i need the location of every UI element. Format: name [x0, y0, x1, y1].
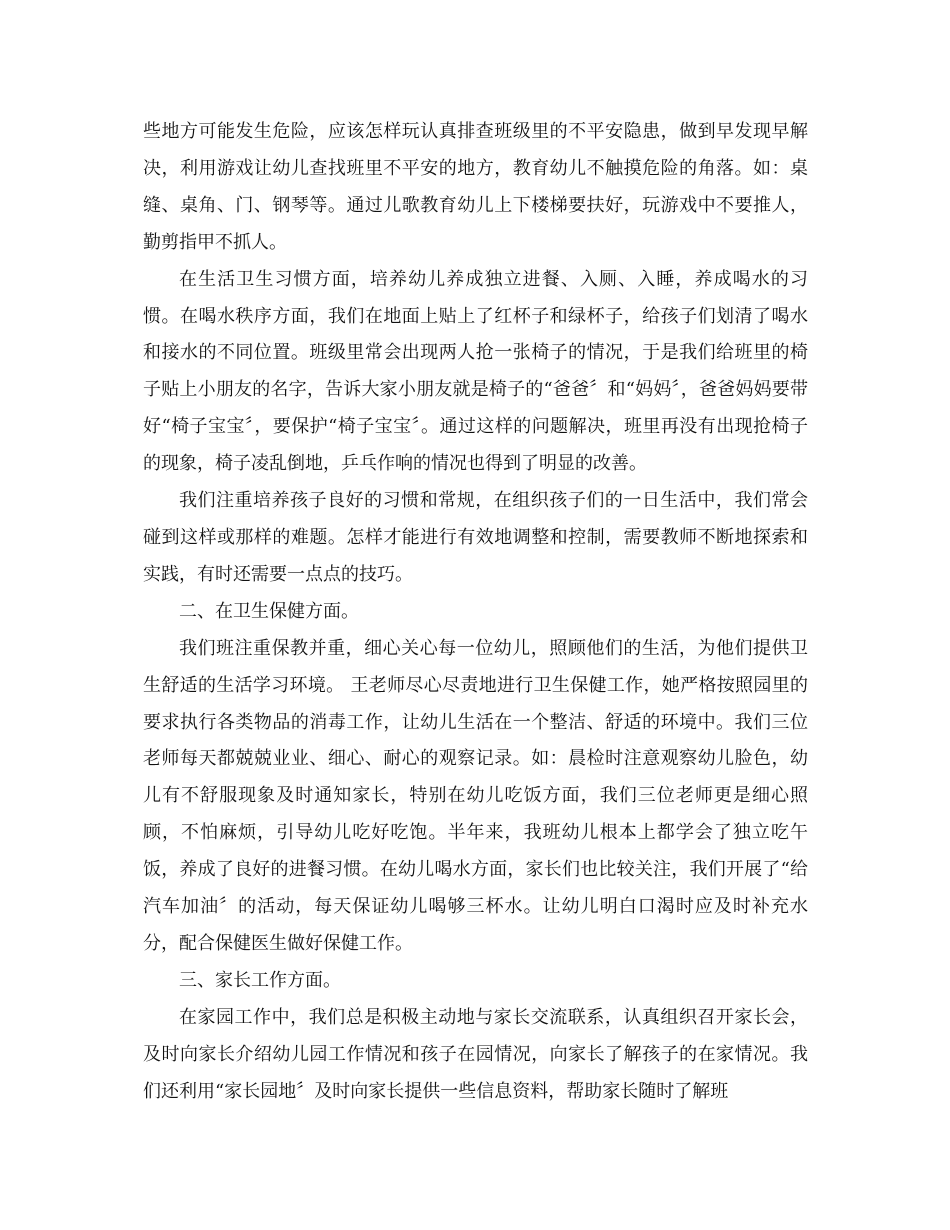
- paragraph-parent-work: 在家园工作中，我们总是积极主动地与家长交流联系，认真组织召开家长会，及时向家长介绍幼儿园工作情况和孩子在园情况，向家长了解孩子的在家情况。我们还利用“家长园地〞及时向家长提供一些信息资料，帮助家长随时了解班: [143, 1006, 808, 1102]
- paragraph-hygiene-habits: 在生活卫生习惯方面，培养幼儿养成独立进餐、入厕、入睡，养成喝水的习惯。在喝水秩序方面，我们在地面上贴上了红杯子和绿杯子，给孩子们划清了喝水和接水的不同位置。班级里常会出现两人抢一张椅子的情况，于是我们给班里的椅子贴上小朋友的名字，告诉大家小朋友就是椅子的“爸爸〞和“妈妈〞，爸爸妈妈要带好“椅子宝宝〞，要保护“椅子宝宝〞。通过这样的问题解决，班里再没有出现抢椅子的现象，椅子凌乱倒地，乒乓作响的情况也得到了明显的改善。: [143, 268, 808, 475]
- section-heading-health-care: 二、在卫生保健方面。: [179, 600, 359, 622]
- paragraph-health-care: 我们班注重保教并重，细心关心每一位幼儿，照顾他们的生活，为他们提供卫生舒适的生活学习环境。 王老师尽心尽责地进行卫生保健工作，她严格按照园里的要求执行各类物品的消毒工作，让幼儿生活在一个整洁、舒适的环境中。我们三位老师每天都兢兢业业、细心、耐心的观察记录。如：晨检时注意观察幼儿脸色，幼儿有不舒服现象及时通知家长，特别在幼儿吃饭方面，我们三位老师更是细心照顾，不怕麻烦，引导幼儿吃好吃饱。半年来，我班幼儿根本上都学会了独立吃午饭，养成了良好的进餐习惯。在幼儿喝水方面，家长们也比较关注，我们开展了“给汽车加油〞的活动，每天保证幼儿喝够三杯水。让幼儿明白口渴时应及时补充水分，配合保健医生做好保健工作。: [143, 637, 808, 954]
- paragraph-routines: 我们注重培养孩子良好的习惯和常规，在组织孩子们的一日生活中，我们常会碰到这样或那样的难题。怎样才能进行有效地调整和控制，需要教师不断地探索和实践，有时还需要一点点的技巧。: [143, 490, 808, 585]
- document-body: [143, 114, 808, 1110]
- section-heading-parent-work: 三、家长工作方面。: [179, 969, 341, 991]
- paragraph-safety-continued: 些地方可能发生危险，应该怎样玩认真排查班级里的不平安隐患，做到早发现早解决，利用游戏让幼儿查找班里不平安的地方，教育幼儿不触摸危险的角落。如：桌缝、桌角、门、钢琴等。通过儿歌教育幼儿上下楼梯要扶好，玩游戏中不要推人，勤剪指甲不抓人。: [143, 121, 808, 253]
